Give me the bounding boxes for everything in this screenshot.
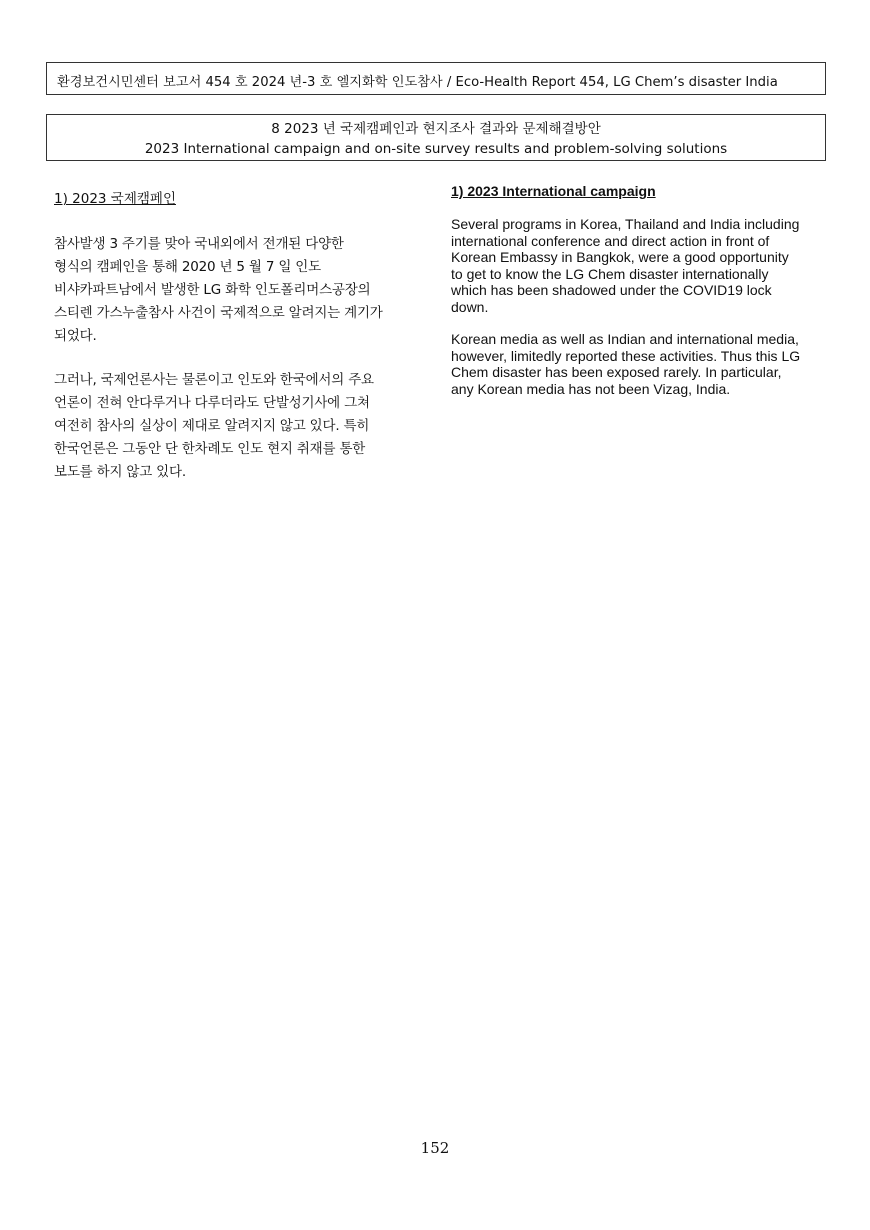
text-line: 참사발생 3 주기를 맞아 국내외에서 전개된 다양한 [54, 236, 344, 252]
text-line: 그러나, 국제언론사는 물론이고 인도와 한국에서의 주요 [54, 372, 374, 388]
english-paragraph [451, 216, 821, 315]
text-line: however, limitedly reported these activities. Thus this LG [451, 347, 801, 364]
english-column [451, 183, 821, 413]
page-number: 152 [420, 1139, 450, 1157]
text-line: international conference and direct action in front of [451, 232, 770, 249]
text-line: which has been shadowed under the COVID19 lock [451, 282, 772, 298]
text-line: 언론이 전혀 안다루거나 다루더라도 단발성기사에 그쳐 [54, 395, 370, 411]
korean-paragraph [54, 233, 424, 348]
korean-paragraph [54, 369, 424, 484]
text-line: 형식의 캠페인을 통해 2020 년 5 월 7 일 인도 [54, 259, 321, 275]
section-title-korean: 8 2023 년 국제캠페인과 현지조사 결과와 문제해결방안 [271, 121, 601, 137]
text-line: 여전히 참사의 실상이 제대로 알려지지 않고 있다. 특히 [54, 418, 370, 434]
text-line: 스티렌 가스누출참사 사건이 국제적으로 알려지는 계기가 [54, 305, 383, 321]
korean-heading: 1) 2023 국제캠페인 [54, 191, 176, 207]
text-line: Chem disaster has been exposed rarely. In particular, [451, 364, 782, 380]
text-line: to get to know the LG Chem disaster internationally [451, 265, 769, 282]
report-header-title: 환경보건시민센터 보고서 454 호 2024 년-3 호 엘지화학 인도참사 / Eco-Health Report 454, LG Chem’s disaster India [57, 75, 778, 90]
text-line: 보도를 하지 않고 있다. [54, 464, 186, 480]
text-line: Several programs in Korea, Thailand and India including [451, 216, 800, 232]
english-paragraph [451, 331, 821, 397]
section-title-english: 2023 International campaign and on-site survey results and problem-solving solutions [144, 141, 728, 157]
korean-column [54, 183, 424, 505]
text-line: Korean Embassy in Bangkok, were a good opportunity [451, 249, 789, 265]
text-line: Korean media as well as Indian and international media, [451, 331, 799, 347]
text-line: down. [451, 298, 489, 315]
text-line: 되었다. [54, 328, 97, 344]
english-heading: 1) 2023 International campaign [451, 183, 656, 199]
section-title-box [46, 114, 826, 161]
text-line: 비샤카파트남에서 발생한 LG 화학 인도폴리머스공장의 [54, 282, 371, 298]
text-line: any Korean media has not been Vizag, India. [451, 380, 731, 397]
text-line: 한국언론은 그동안 단 한차례도 인도 현지 취재를 통한 [54, 441, 366, 457]
report-header-box [46, 62, 826, 95]
